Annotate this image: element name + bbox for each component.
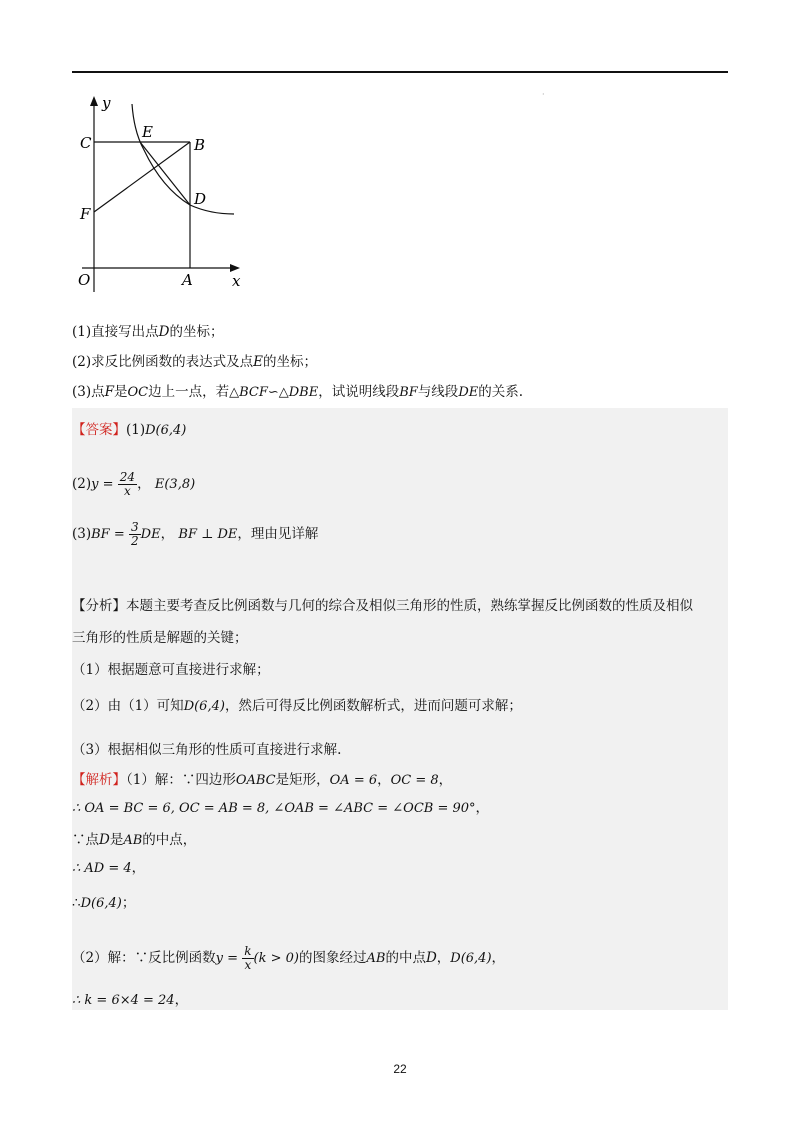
geometry-figure: [72, 92, 252, 302]
solution-line-1: 【解析】（1）解：∵四边形OABC是矩形，OA = 6，OC = 8，: [72, 772, 453, 788]
fraction-3-over-2: $\frac{3}{2}$: [131, 520, 139, 548]
label-y: y: [102, 94, 111, 112]
question-1: (1)直接写出点D的坐标；: [72, 324, 224, 340]
answer-tag: 【答案】: [72, 422, 126, 438]
label-D: D: [194, 190, 207, 208]
analysis-line-5: （3）根据相似三角形的性质可直接进行求解.: [72, 742, 342, 758]
solution-tag: 【解析】: [72, 772, 126, 788]
solution-line-2: ∴ OA = BC = 6, OC = AB = 8, ∠OAB = ∠ABC = ∠OCB = 90°，: [72, 800, 490, 816]
question-3: (3)点F是OC边上一点，若△BCF∽△DBE，试说明线段BF与线段DE的关系.: [72, 384, 524, 400]
label-E: E: [142, 123, 153, 141]
analysis-line-4: （2）由（1）可知D(6,4)，然后可得反比例函数解析式，进而问题可求解；: [72, 698, 522, 714]
header-rule: [72, 71, 728, 73]
answer-3: (3)BF = $\frac{3}{2}$ DE， BF ⊥ DE，理由见详解: [72, 520, 319, 548]
answer-2: (2)y = $\frac{24}{x}$ ， E(3,8): [72, 470, 196, 498]
analysis-line-3: （1）根据题意可直接进行求解；: [72, 662, 270, 678]
solution-line-7: ∴ k = 6×4 = 24，: [72, 992, 189, 1008]
fraction-k-over-x: $\frac{k}{x}$: [244, 944, 252, 972]
segment-BF: [94, 142, 190, 212]
hyperbola-curve: [132, 104, 234, 214]
analysis-line-1: 【分析】本题主要考查反比例函数与几何的综合及相似三角形的性质，熟练掌握反比例函数的性质及相似: [72, 598, 693, 614]
label-O: O: [78, 271, 91, 289]
label-C: C: [80, 134, 92, 152]
label-B: B: [194, 136, 206, 154]
page-number: 22: [393, 1062, 407, 1076]
question-2: (2)求反比例函数的表达式及点E的坐标；: [72, 354, 317, 370]
solution-line-3: ∵点D是AB的中点，: [72, 832, 197, 848]
label-x: x: [232, 272, 241, 290]
solution-line-4: ∴ AD = 4，: [72, 860, 146, 876]
fraction-24-over-x: $\frac{24}{x}$: [119, 470, 136, 498]
x-axis-arrow-icon: [230, 264, 240, 272]
solution-line-5: ∴D(6,4)；: [72, 895, 136, 911]
label-A: A: [182, 271, 193, 289]
scan-mark: ·: [542, 90, 545, 99]
label-F: F: [80, 205, 91, 223]
analysis-line-2: 三角形的性质是解题的关键；: [72, 630, 248, 646]
y-axis-arrow-icon: [90, 96, 98, 106]
answer-1: 【答案】(1)D(6,4): [72, 422, 187, 438]
solution-line-6: （2）解：∵反比例函数y = $\frac{k}{x}$ (k > 0)的图象经过AB的中点D，D(6,4)，: [72, 944, 506, 972]
